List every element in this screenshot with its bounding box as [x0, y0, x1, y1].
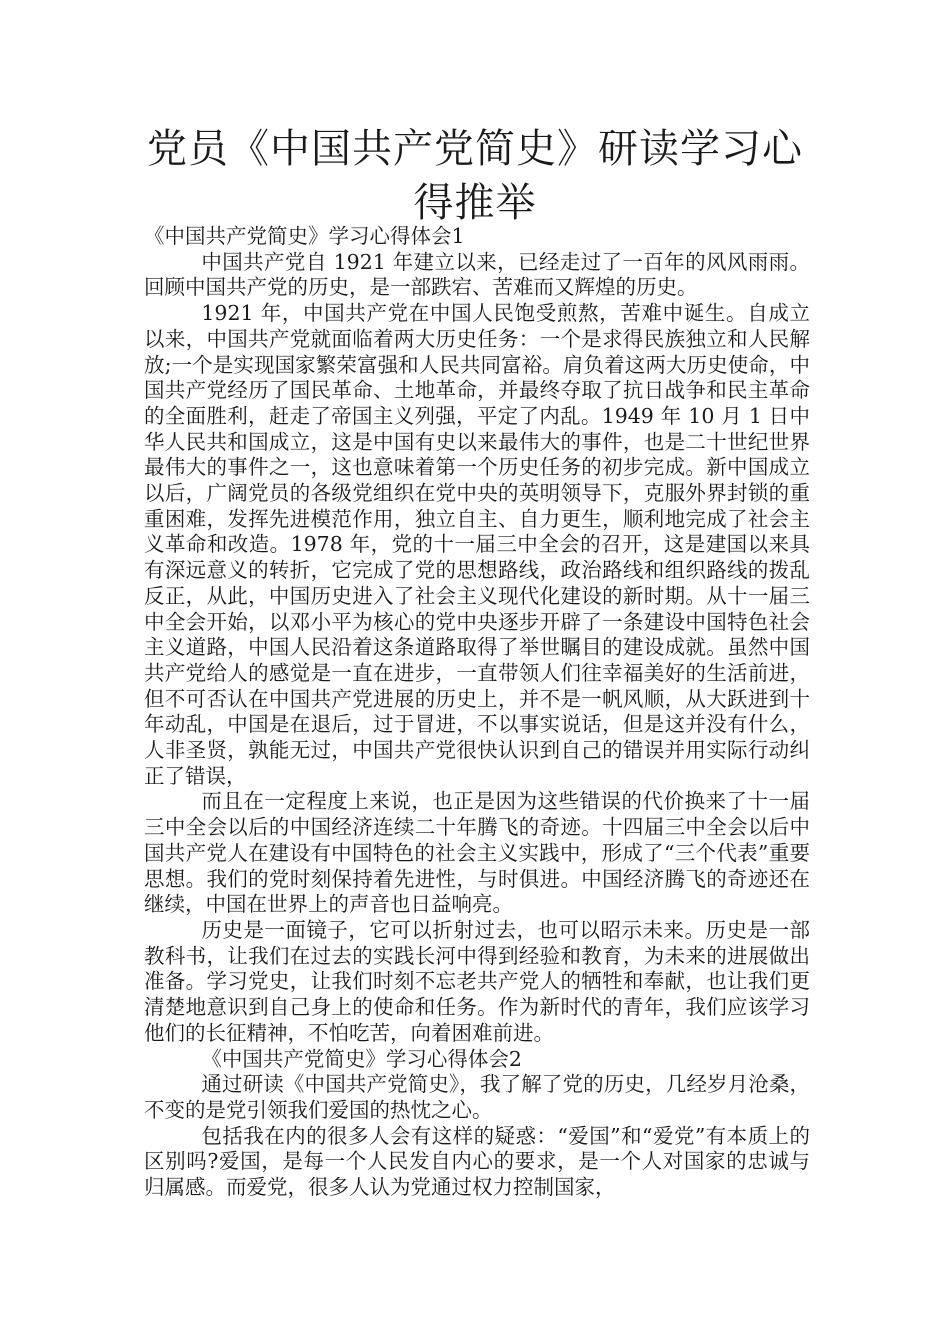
paragraph: 1921 年，中国共产党在中国人民饱受煎熬，苦难中诞生。自成立以来，中国共产党就面临着两大历史任务：一个是求得民族独立和人民解放;一个是实现国家繁荣富强和人民共同富裕。肩负着这两大历史使命，中国共产党经历了国民革命、土地革命，并最终夺取了抗日战争和民主革命的全面胜利，赶走了帝国主义列强，平定了内乱。1949 年 10 月 1 日中华人民共和国成立，这是中国有史以来最伟大的事件，也是二十世纪世界最伟大的事件之一，这也意味着第一个历史任务的初步完成。新中国成立以后，广阔党员的各级党组织在党中央的英明领导下，克服外界封锁的重重困难，发挥先进模范作用，独立自主、自力更生，顺利地完成了社会主义革命和改造。1978 年，党的十一届三中全会的召开，这是建国以来具有深远意义的转折，它完成了党的思想路线，政治路线和组织路线的拨乱反正，从此，中国历史进入了社会主义现代化建设的新时期。从十一届三中全会开始，以邓小平为核心的党中央逐步开辟了一条建设中国特色社会主义道路，中国人民沿着这条道路取得了举世瞩目的建设成就。虽然中国共产党给人的感觉是一直在进步，一直带领人们往幸福美好的生活前进，但不可否认在中国共产党进展的历史上，并不是一帆风顺，从大跃进到十年动乱，中国是在退后，过于冒进，不以事实说话，但是这并没有什么，人非圣贤，孰能无过，中国共产党很快认识到自己的错误并用实际行动纠正了错误， [144, 301, 810, 788]
paragraph: 而且在一定程度上来说，也正是因为这些错误的代价换来了十一届三中全会以后的中国经济连续二十年腾飞的奇迹。十四届三中全会以后中国共产党人在建设有中国特色的社会主义实践中，形成了“三个代表”重要思想。我们的党时刻保持着先进性，与时俱进。中国经济腾飞的奇迹还在继续，中国在世界上的声音也日益响亮。 [144, 789, 810, 917]
document-body [144, 224, 810, 1201]
paragraph: 中国共产党自 1921 年建立以来，已经走过了一百年的风风雨雨。回顾中国共产党的历史，是一部跌宕、苦难而又辉煌的历史。 [144, 249, 810, 300]
paragraph: 通过研读《中国共产党简史》，我了解了党的历史，几经岁月沧桑，不变的是党引领我们爱国的热忱之心。 [144, 1072, 810, 1122]
section-heading-1: 《中国共产党简史》学习心得体会1 [144, 224, 465, 248]
paragraph: 历史是一面镜子，它可以折射过去，也可以昭示未来。历史是一部教科书，让我们在过去的实践长河中得到经验和教育，为未来的进展做出准备。学习党史，让我们时刻不忘老共产党人的牺牲和奉献，也让我们更清楚地意识到自己身上的使命和任务。作为新时代的青年，我们应该学习他们的长征精神，不怕吃苦，向着困难前进。 [144, 917, 810, 1045]
section-heading-2: 《中国共产党简史》学习心得体会2 [201, 1046, 522, 1071]
paragraph: 包括我在内的很多人会有这样的疑惑：“爱国”和“爱党”有本质上的区别吗?爱国，是每一个人民发自内心的要求，是一个人对国家的忠诚与归属感。而爱党，很多人认为党通过权力控制国家， [144, 1123, 810, 1200]
document-title: 党员《中国共产党简史》研读学习心得推举 [147, 126, 803, 226]
